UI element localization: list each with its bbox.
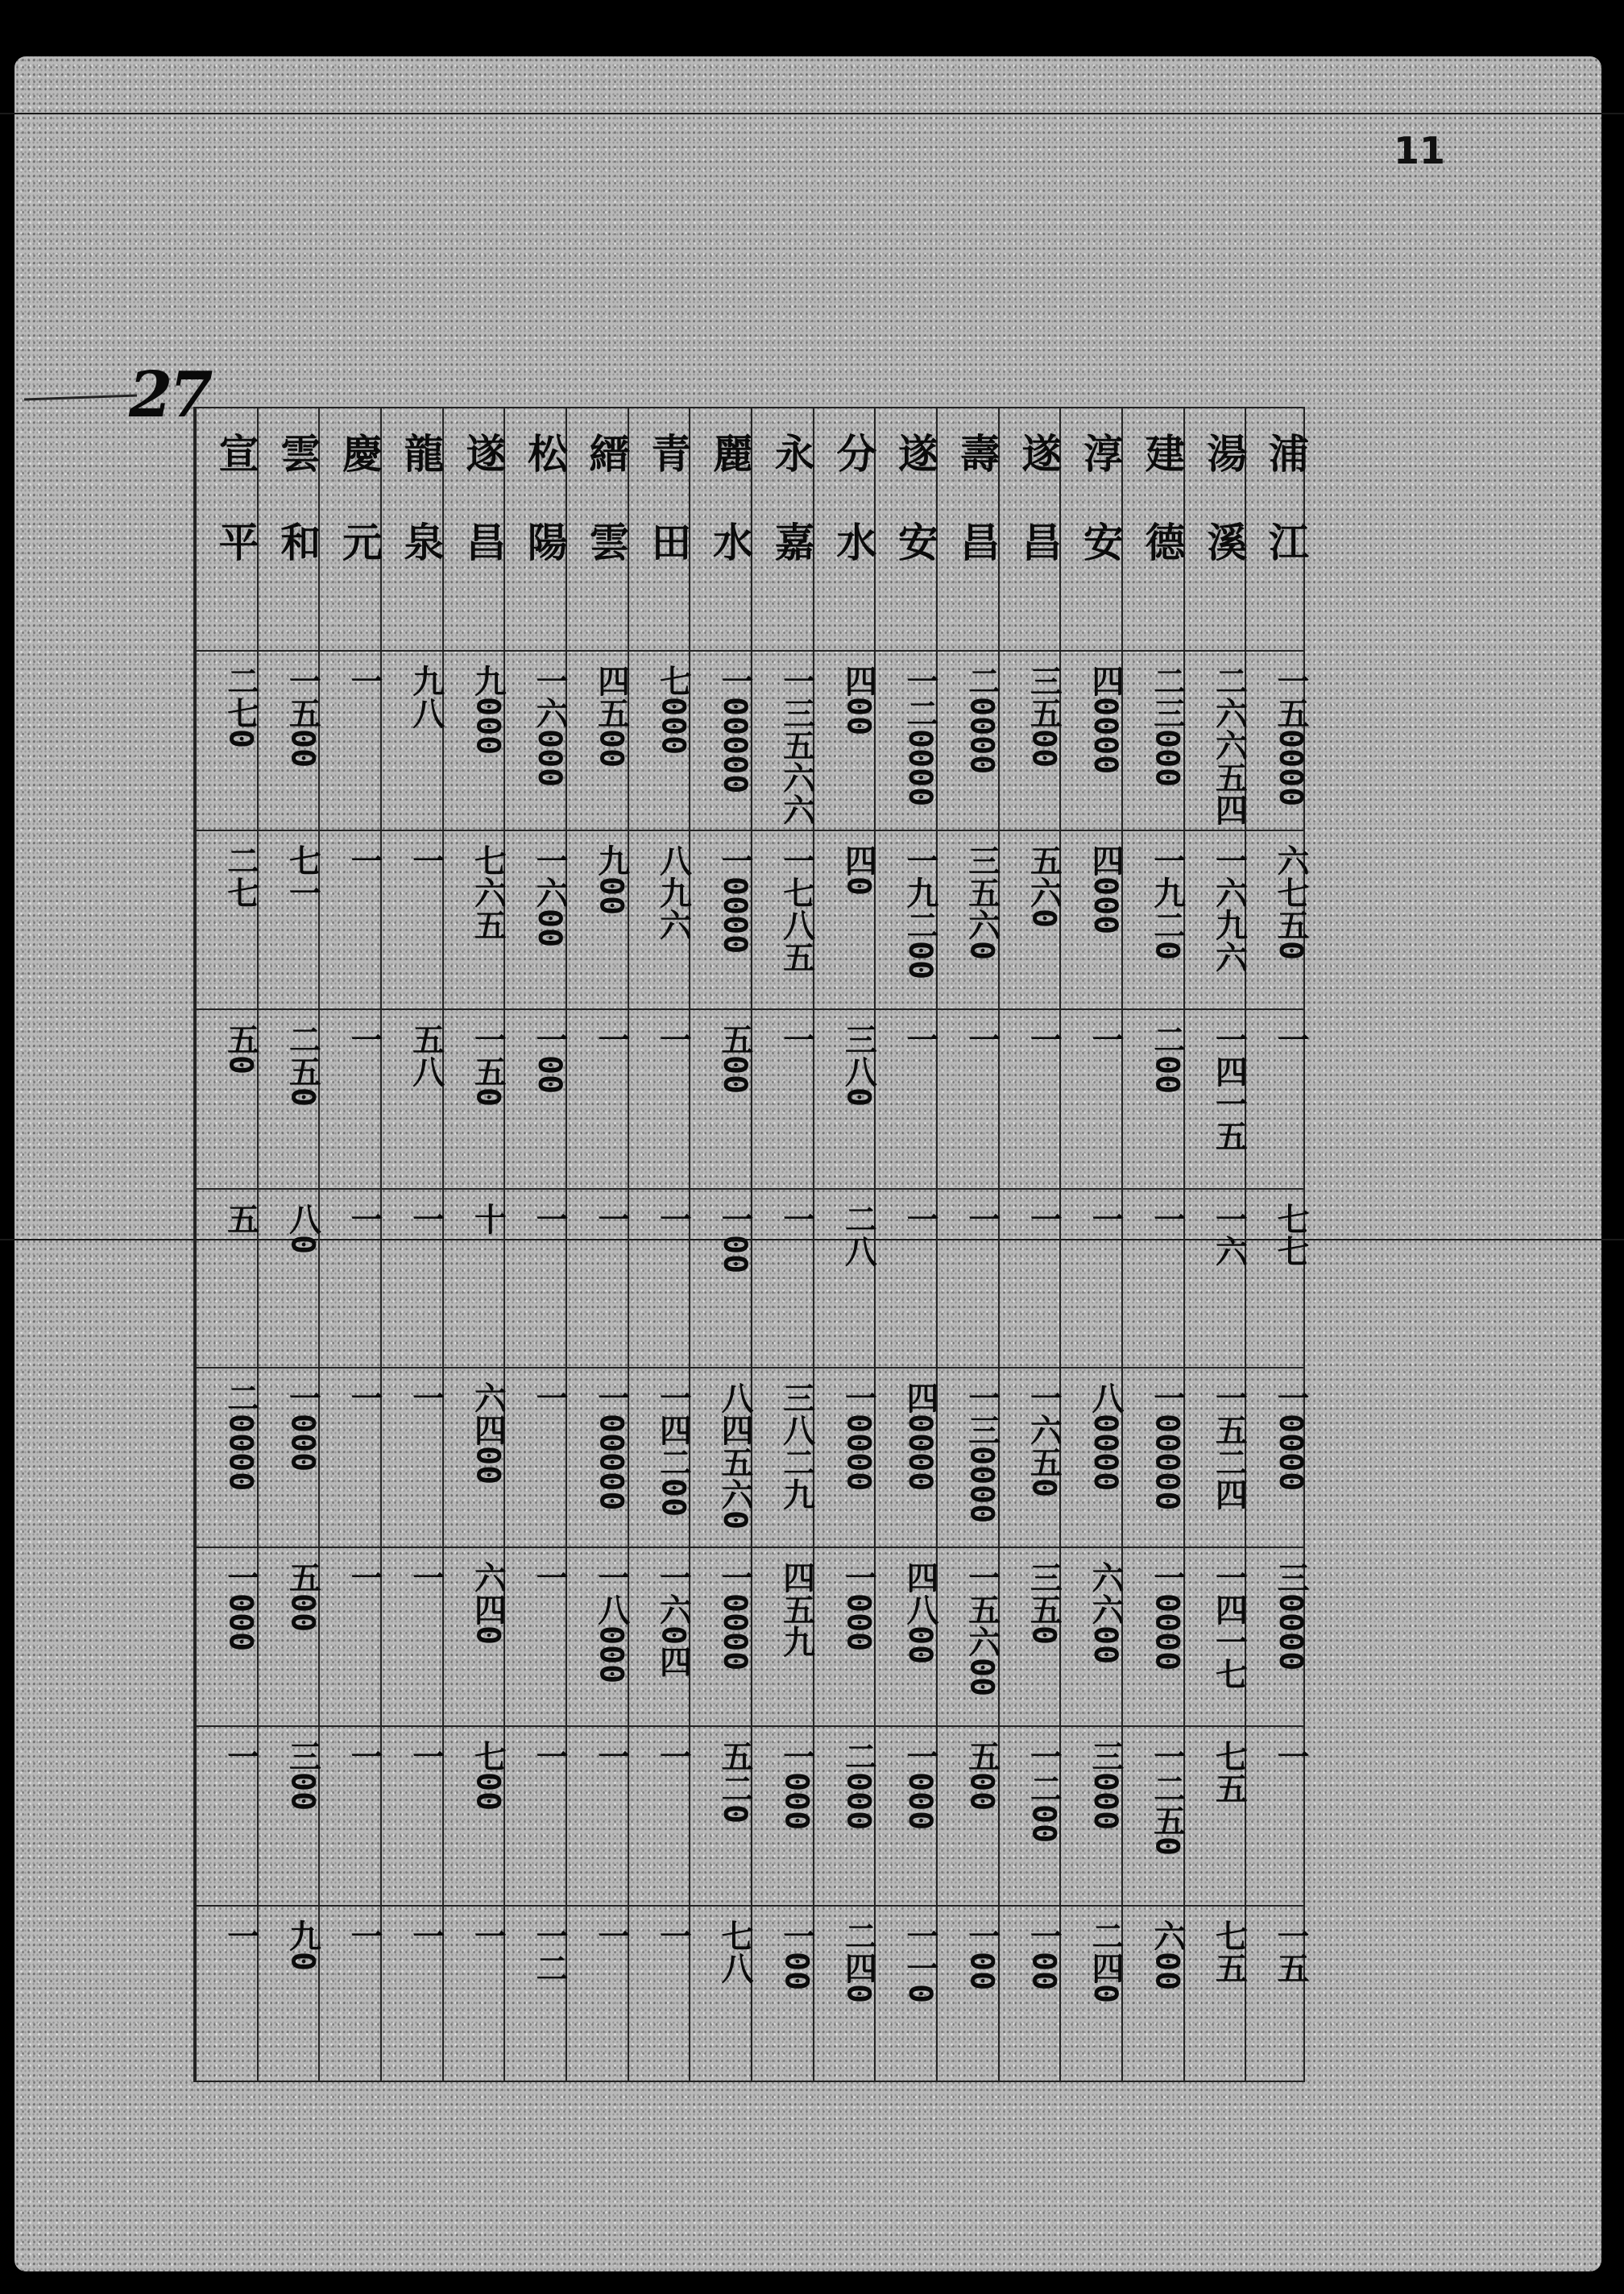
table-cell: 一000 xyxy=(901,1740,938,1831)
county-name-1: 遂 xyxy=(459,433,508,473)
table-cell: 一二00 xyxy=(1025,1740,1063,1844)
county-name-1: 麗 xyxy=(706,433,754,473)
table-cell: 九00 xyxy=(592,843,630,915)
table-cell: 一 xyxy=(777,1202,815,1235)
table-cell: 四五00 xyxy=(592,665,630,768)
table-cell: 五八 xyxy=(407,1023,445,1087)
county-name-2: 昌 xyxy=(1015,521,1063,561)
table-cell: 十 xyxy=(469,1202,507,1235)
table-cell: 一 xyxy=(407,1202,445,1235)
county-name-1: 遂 xyxy=(1015,433,1063,473)
table-cell: 五二0 xyxy=(715,1740,753,1824)
table-cell: 一九二0 xyxy=(1148,843,1186,960)
table-cell: 一 xyxy=(345,1023,383,1055)
table-cell: 四00 xyxy=(839,665,877,736)
table-cell: 二五0 xyxy=(284,1023,321,1108)
table-cell: 一二五0 xyxy=(1148,1740,1186,1857)
table-cell: 二三000 xyxy=(1148,665,1186,788)
table-cell: 四0 xyxy=(839,843,877,896)
table-cell: 一 xyxy=(407,1919,445,1952)
table-cell: 一三五六六 xyxy=(777,665,815,826)
county-name-2: 水 xyxy=(706,521,754,561)
county-name-1: 分 xyxy=(830,433,878,473)
table-cell: 一 xyxy=(222,1919,259,1952)
table-column xyxy=(874,408,939,2081)
county-name-1: 青 xyxy=(644,433,693,473)
county-name-2: 陽 xyxy=(520,521,569,561)
table-cell: 一七八五 xyxy=(777,843,815,973)
table-cell: 一00000 xyxy=(592,1381,630,1511)
county-name-1: 松 xyxy=(520,433,569,473)
table-cell: 一 xyxy=(592,1202,630,1235)
table-cell: 七五 xyxy=(1210,1919,1248,1984)
table-column xyxy=(318,408,383,2081)
table-cell: 一三0000 xyxy=(963,1381,1000,1524)
county-name-2: 嘉 xyxy=(768,521,816,561)
table-cell: 一 xyxy=(1025,1202,1063,1235)
table-cell: 一六00 xyxy=(530,843,568,947)
table-cell: 一 xyxy=(654,1919,692,1952)
table-cell: 一 xyxy=(654,1202,692,1235)
table-cell: 七六五 xyxy=(469,843,507,941)
table-cell: 七00 xyxy=(469,1740,507,1812)
table-cell: 一六000 xyxy=(530,665,568,788)
table-cell: 二0000 xyxy=(222,1381,259,1492)
table-cell: 七000 xyxy=(654,665,692,756)
table-cell: 一00000 xyxy=(1148,1381,1186,1511)
county-name-2: 和 xyxy=(274,521,322,561)
county-name-2: 田 xyxy=(644,521,693,561)
table-cell: 一 xyxy=(222,1740,259,1772)
table-cell: 二0000 xyxy=(963,665,1000,775)
table-cell: 一 xyxy=(963,1023,1000,1055)
table-cell: 一 xyxy=(345,1560,383,1593)
table-cell: 一 xyxy=(592,1023,630,1055)
table-column xyxy=(1245,408,1310,2081)
table-cell: 一 xyxy=(345,1919,383,1952)
table-cell: 三八0 xyxy=(839,1023,877,1108)
table-cell: 一00 xyxy=(777,1919,815,1990)
table-cell: 三五0 xyxy=(1025,1560,1063,1645)
county-name-1: 湯 xyxy=(1200,433,1249,473)
table-column xyxy=(195,408,260,2081)
table-cell: 五0 xyxy=(222,1023,259,1075)
table-column xyxy=(1183,408,1249,2081)
table-cell: 四0000 xyxy=(1086,665,1124,775)
table-cell: 一 xyxy=(1086,1202,1124,1235)
handwritten-note: 27 xyxy=(129,358,210,432)
table-cell: 一00000 xyxy=(715,665,753,794)
table-column xyxy=(503,408,569,2081)
table-cell: 三0000 xyxy=(1271,1560,1309,1671)
table-cell: 五00 xyxy=(284,1560,321,1632)
table-column xyxy=(566,408,631,2081)
scan-rule-top xyxy=(0,113,1624,114)
table-cell: 一 xyxy=(592,1740,630,1772)
county-name-1: 雲 xyxy=(274,433,322,473)
table-cell: 一 xyxy=(345,1381,383,1414)
table-cell: 四0000 xyxy=(901,1381,938,1492)
county-name-2: 德 xyxy=(1138,521,1187,561)
table-cell: 一 xyxy=(654,1740,692,1772)
table-cell: 三000 xyxy=(1086,1740,1124,1831)
table-cell: 七七 xyxy=(1271,1202,1309,1267)
county-name-1: 淳 xyxy=(1076,433,1125,473)
table-cell: 一 xyxy=(407,1560,445,1593)
table-cell: 一 xyxy=(530,1202,568,1235)
table-cell: 一0000 xyxy=(715,843,753,954)
table-column xyxy=(1059,408,1125,2081)
table-cell: 三八二九 xyxy=(777,1381,815,1510)
table-column xyxy=(751,408,816,2081)
table-cell: 一 xyxy=(469,1919,507,1952)
table-cell: 一000 xyxy=(222,1560,259,1651)
table-cell: 一一0 xyxy=(901,1919,938,2003)
table-cell: 二四0 xyxy=(839,1919,877,2003)
table-cell: 六四0 xyxy=(469,1560,507,1645)
county-name-1: 永 xyxy=(768,433,816,473)
page-mark: 11 xyxy=(1394,129,1446,172)
table-cell: 二000 xyxy=(839,1740,877,1831)
table-cell: 一 xyxy=(530,1560,568,1593)
table-cell: 一 xyxy=(592,1919,630,1952)
statistics-table xyxy=(193,407,1310,2082)
table-cell: 六六00 xyxy=(1086,1560,1124,1664)
table-cell: 一 xyxy=(1086,1023,1124,1055)
table-cell: 一000 xyxy=(284,1381,321,1472)
table-column xyxy=(257,408,322,2081)
table-cell: 五 xyxy=(222,1202,259,1235)
county-name-1: 遂 xyxy=(891,433,939,473)
table-cell: 一九二00 xyxy=(901,843,938,979)
table-cell: 一二 xyxy=(530,1919,568,1984)
table-cell: 七五 xyxy=(1210,1740,1248,1804)
table-cell: 八0000 xyxy=(1086,1381,1124,1492)
table-column xyxy=(998,408,1063,2081)
table-cell: 一五六00 xyxy=(963,1560,1000,1696)
table-cell: 三五六0 xyxy=(963,843,1000,960)
table-cell: 三五00 xyxy=(1025,665,1063,768)
table-cell: 一 xyxy=(1271,1023,1309,1055)
county-name-2: 平 xyxy=(212,521,260,561)
table-cell: 一五二四 xyxy=(1210,1381,1248,1510)
table-column xyxy=(442,408,508,2081)
county-name-2: 水 xyxy=(830,521,878,561)
table-cell: 一四一五 xyxy=(1210,1023,1248,1152)
table-column xyxy=(1121,408,1187,2081)
table-cell: 一00 xyxy=(715,1202,753,1273)
county-name-2: 雲 xyxy=(582,521,631,561)
table-cell: 一 xyxy=(777,1023,815,1055)
table-cell: 一 xyxy=(345,665,383,697)
county-name-2: 元 xyxy=(335,521,383,561)
table-cell: 一 xyxy=(901,1023,938,1055)
county-name-2: 昌 xyxy=(459,521,508,561)
table-column xyxy=(380,408,445,2081)
table-cell: 二七0 xyxy=(222,665,259,749)
table-cell: 一六0四 xyxy=(654,1560,692,1677)
county-name-2: 江 xyxy=(1262,521,1310,561)
table-cell: 八0 xyxy=(284,1202,321,1254)
table-cell: 八九六 xyxy=(654,843,692,941)
table-cell: 六四00 xyxy=(469,1381,507,1485)
table-cell: 一000 xyxy=(839,1560,877,1651)
table-cell: 二八 xyxy=(839,1202,877,1267)
table-cell: 一 xyxy=(530,1740,568,1772)
table-cell: 二七 xyxy=(222,843,259,909)
table-cell: 一 xyxy=(407,1381,445,1414)
county-name-1: 壽 xyxy=(953,433,1001,473)
table-cell: 一五 xyxy=(1271,1919,1309,1984)
table-cell: 一二0000 xyxy=(901,665,938,807)
table-cell: 一 xyxy=(901,1202,938,1235)
table-cell: 三00 xyxy=(284,1740,321,1812)
table-cell: 五六0 xyxy=(1025,843,1063,928)
table-column xyxy=(628,408,693,2081)
table-cell: 一四一七 xyxy=(1210,1560,1248,1690)
table-cell: 六00 xyxy=(1148,1919,1186,1990)
table-cell: 一0000 xyxy=(1271,1381,1309,1492)
table-cell: 一 xyxy=(407,843,445,876)
table-cell: 二00 xyxy=(1148,1023,1186,1095)
county-name-2: 溪 xyxy=(1200,521,1249,561)
table-cell: 四五九 xyxy=(777,1560,815,1658)
county-name-1: 建 xyxy=(1138,433,1187,473)
table-cell: 七八 xyxy=(715,1919,753,1984)
table-cell: 一 xyxy=(345,1740,383,1772)
table-cell: 九000 xyxy=(469,665,507,756)
table-cell: 一四二00 xyxy=(654,1381,692,1518)
county-name-1: 慶 xyxy=(335,433,383,473)
table-cell: 一00 xyxy=(963,1919,1000,1990)
table-cell: 二四0 xyxy=(1086,1919,1124,2003)
table-column xyxy=(689,408,754,2081)
table-cell: 一0000 xyxy=(715,1560,753,1671)
table-cell: 一00 xyxy=(1025,1919,1063,1990)
county-name-2: 昌 xyxy=(953,521,1001,561)
table-cell: 九0 xyxy=(284,1919,321,1971)
table-cell: 二六六五四 xyxy=(1210,665,1248,826)
table-cell: 七一 xyxy=(284,843,321,909)
table-cell: 五00 xyxy=(963,1740,1000,1812)
table-cell: 一五0000 xyxy=(1271,665,1309,807)
table-cell: 一000 xyxy=(777,1740,815,1831)
table-cell: 一 xyxy=(530,1381,568,1414)
table-cell: 一 xyxy=(1025,1023,1063,1055)
table-cell: 一六五0 xyxy=(1025,1381,1063,1498)
table-cell: 五00 xyxy=(715,1023,753,1095)
county-name-2: 安 xyxy=(1076,521,1125,561)
county-name-2: 泉 xyxy=(397,521,445,561)
table-cell: 一八000 xyxy=(592,1560,630,1683)
table-cell: 四八00 xyxy=(901,1560,938,1664)
county-name-2: 安 xyxy=(891,521,939,561)
table-cell: 一五0 xyxy=(469,1023,507,1108)
table-cell: 一 xyxy=(963,1202,1000,1235)
county-name-1: 浦 xyxy=(1262,433,1310,473)
table-cell: 一 xyxy=(654,1023,692,1055)
table-cell: 一00 xyxy=(530,1023,568,1095)
table-cell: 一0000 xyxy=(839,1381,877,1492)
table-cell: 一0000 xyxy=(1148,1560,1186,1671)
table-cell: 一 xyxy=(345,843,383,876)
table-cell: 一六 xyxy=(1210,1202,1248,1267)
table-cell: 一 xyxy=(1148,1202,1186,1235)
table-column xyxy=(936,408,1001,2081)
table-cell: 一六九六 xyxy=(1210,843,1248,973)
county-name-1: 宣 xyxy=(212,433,260,473)
table-cell: 八四五六0 xyxy=(715,1381,753,1530)
table-cell: 一 xyxy=(1271,1740,1309,1772)
table-cell: 一 xyxy=(407,1740,445,1772)
table-cell: 九八 xyxy=(407,665,445,729)
county-name-1: 縉 xyxy=(582,433,631,473)
table-cell: 六七五0 xyxy=(1271,843,1309,960)
table-cell: 四000 xyxy=(1086,843,1124,934)
county-name-1: 龍 xyxy=(397,433,445,473)
table-cell: 一 xyxy=(345,1202,383,1235)
table-column xyxy=(813,408,878,2081)
table-cell: 一五00 xyxy=(284,665,321,768)
